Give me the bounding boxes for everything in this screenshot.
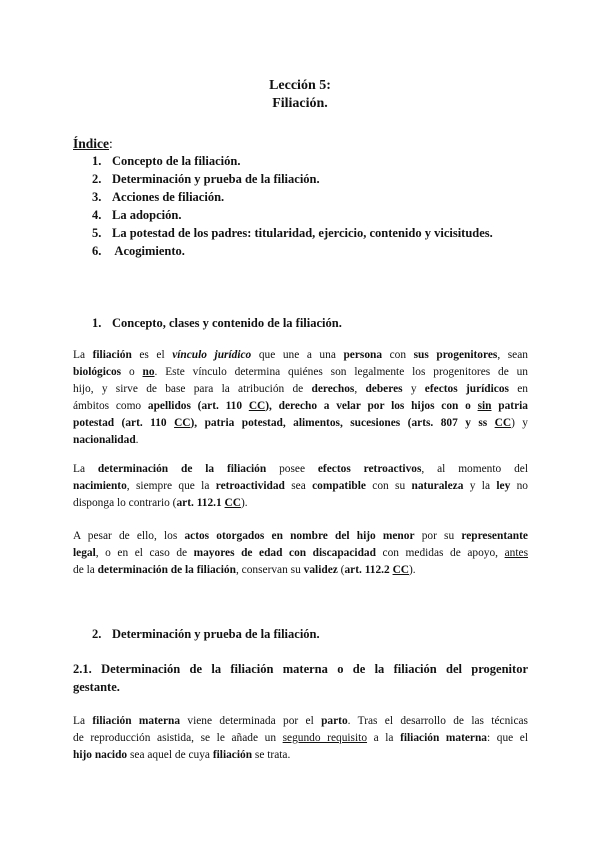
text-line bbox=[73, 747, 528, 764]
bold-term: sin bbox=[477, 400, 492, 412]
text-run: segundo requisito bbox=[282, 732, 368, 744]
text-run: disponga lo contrario ( bbox=[73, 497, 177, 509]
text-run: ). bbox=[409, 564, 416, 576]
bold-term: ley bbox=[496, 480, 511, 492]
bold-term: determinación de la filiación bbox=[97, 463, 267, 475]
bold-term: derechos bbox=[311, 383, 355, 395]
text-run: de reproducción asistida, se le añade un bbox=[73, 732, 283, 744]
text-run: ( bbox=[337, 564, 345, 576]
text-run: La bbox=[73, 349, 93, 361]
text-run: ). bbox=[241, 497, 248, 509]
bold-term: patria bbox=[491, 400, 528, 412]
bold-term: no bbox=[142, 366, 155, 378]
paragraph-retroactivity bbox=[73, 461, 528, 512]
index-item: 2. Determinación y prueba de la filiación. bbox=[92, 172, 320, 186]
text-run: es el bbox=[131, 349, 173, 361]
text-run: no bbox=[510, 480, 528, 492]
text-run: y la bbox=[463, 480, 497, 492]
index-heading: Índice: bbox=[73, 136, 113, 151]
bold-term: ), patria potestad, alimentos, sucesiones (arts. 807 y ss bbox=[190, 417, 495, 429]
text-run: con bbox=[382, 349, 414, 361]
text-line bbox=[73, 398, 528, 415]
index-item: 4. La adopción. bbox=[92, 208, 182, 222]
text-run: de la bbox=[73, 564, 98, 576]
text-line bbox=[73, 562, 528, 579]
text-line bbox=[73, 545, 528, 562]
bold-term: vínculo jurídico bbox=[172, 349, 252, 361]
bold-term: CC bbox=[224, 497, 241, 509]
bold-term: nacimiento bbox=[73, 480, 127, 492]
text-run: o bbox=[121, 366, 143, 378]
lesson-number: Lección 5: bbox=[269, 78, 331, 93]
text-run: sea bbox=[284, 480, 313, 492]
text-line bbox=[73, 478, 528, 495]
text-line bbox=[73, 381, 528, 398]
text-run: que une a una bbox=[251, 349, 344, 361]
bold-term: hijo nacido bbox=[73, 749, 128, 761]
text-run: por su bbox=[414, 530, 462, 542]
text-run: viene determinada por el bbox=[180, 715, 322, 727]
index-item: 6. Acogimiento. bbox=[92, 244, 185, 258]
paragraph-maternal-filiation bbox=[73, 713, 528, 764]
bold-term: nacionalidad bbox=[73, 434, 136, 446]
bold-term: CC bbox=[494, 417, 512, 429]
text-run: a la bbox=[367, 732, 401, 744]
bold-term: persona bbox=[343, 349, 383, 361]
bold-term: representante bbox=[461, 530, 528, 542]
bold-term: naturaleza bbox=[411, 480, 464, 492]
text-line bbox=[73, 432, 528, 449]
bold-term: sus progenitores bbox=[413, 349, 498, 361]
text-run: , conservan su bbox=[235, 564, 304, 576]
text-run: La bbox=[73, 715, 93, 727]
text-run: ) y bbox=[511, 417, 528, 429]
section-2-heading: 2. Determinación y prueba de la filiación. bbox=[92, 627, 320, 641]
bold-term: parto bbox=[321, 715, 348, 727]
bold-term: CC bbox=[392, 564, 410, 576]
bold-term: CC bbox=[248, 400, 266, 412]
paragraph-filiation-concept bbox=[73, 347, 528, 449]
bold-term: deberes bbox=[365, 383, 403, 395]
text-run: A pesar de ello, los bbox=[73, 530, 185, 542]
text-line bbox=[73, 461, 528, 478]
text-run: en bbox=[508, 383, 528, 395]
text-run: con su bbox=[365, 480, 412, 492]
index-item: 5. La potestad de los padres: titularidad, ejercicio, contenido y vicisitudes. bbox=[92, 226, 493, 240]
bold-term: determinación de la filiación bbox=[97, 564, 236, 576]
text-run: , siempre que la bbox=[126, 480, 216, 492]
bold-term: filiación materna bbox=[400, 732, 487, 744]
text-line bbox=[73, 364, 528, 381]
bold-term: efectos jurídicos bbox=[424, 383, 509, 395]
text-run: , bbox=[354, 383, 366, 395]
bold-term: filiación bbox=[212, 749, 253, 761]
text-run: hijo, y sirve de base para la atribución de bbox=[73, 383, 312, 395]
text-run: con medidas de apoyo, bbox=[375, 547, 505, 559]
bold-term: apellidos (art. 110 bbox=[147, 400, 249, 412]
text-line bbox=[73, 730, 528, 747]
bold-term: ), derecho a velar por los hijos con o bbox=[265, 400, 478, 412]
text-run: antes bbox=[504, 547, 528, 559]
text-run: . bbox=[135, 434, 139, 446]
paragraph-acts-validity bbox=[73, 528, 528, 579]
bold-term: compatible bbox=[312, 480, 366, 492]
text-line bbox=[73, 713, 528, 730]
bold-term: efectos retroactivos bbox=[317, 463, 422, 475]
text-line bbox=[73, 495, 528, 512]
bold-term: CC bbox=[174, 417, 191, 429]
text-run: y bbox=[402, 383, 425, 395]
text-line bbox=[73, 528, 528, 545]
subsection-2-1-heading: 2.1. Determinación de la filiación materna o de la filiación del progenitor gestante. bbox=[73, 662, 528, 694]
text-run: La bbox=[73, 463, 98, 475]
bold-term: legal bbox=[73, 547, 96, 559]
index-item: 1. Concepto de la filiación. bbox=[92, 154, 241, 168]
text-run: . Este vínculo determina quiénes son legalmente los progenitores de un bbox=[154, 366, 528, 378]
text-run: : que el bbox=[487, 732, 528, 744]
text-run: ámbitos como bbox=[73, 400, 148, 412]
bold-term: filiación materna bbox=[92, 715, 181, 727]
bold-term: validez bbox=[303, 564, 338, 576]
text-run: , o en el caso de bbox=[95, 547, 194, 559]
bold-term: art. 112.1 bbox=[176, 497, 225, 509]
text-run: sea aquel de cuya bbox=[127, 749, 213, 761]
bold-term: biológicos bbox=[73, 366, 122, 378]
index-item: 3. Acciones de filiación. bbox=[92, 190, 225, 204]
bold-term: retroactividad bbox=[215, 480, 285, 492]
bold-term: filiación bbox=[92, 349, 132, 361]
bold-term: mayores de edad con discapacidad bbox=[193, 547, 376, 559]
bold-term: actos otorgados en nombre del hijo menor bbox=[184, 530, 415, 542]
text-run: , al momento del bbox=[421, 463, 529, 475]
text-run: se trata. bbox=[252, 749, 291, 761]
text-run: . Tras el desarrollo de las técnicas bbox=[347, 715, 528, 727]
bold-term: art. 112.2 bbox=[344, 564, 393, 576]
lesson-title: Filiación. bbox=[272, 96, 328, 111]
text-run: posee bbox=[266, 463, 318, 475]
section-1-heading: 1. Concepto, clases y contenido de la filiación. bbox=[92, 316, 342, 330]
text-line bbox=[73, 347, 528, 364]
bold-term: potestad (art. 110 bbox=[73, 417, 175, 429]
text-line bbox=[73, 415, 528, 432]
text-run: , sean bbox=[497, 349, 528, 361]
